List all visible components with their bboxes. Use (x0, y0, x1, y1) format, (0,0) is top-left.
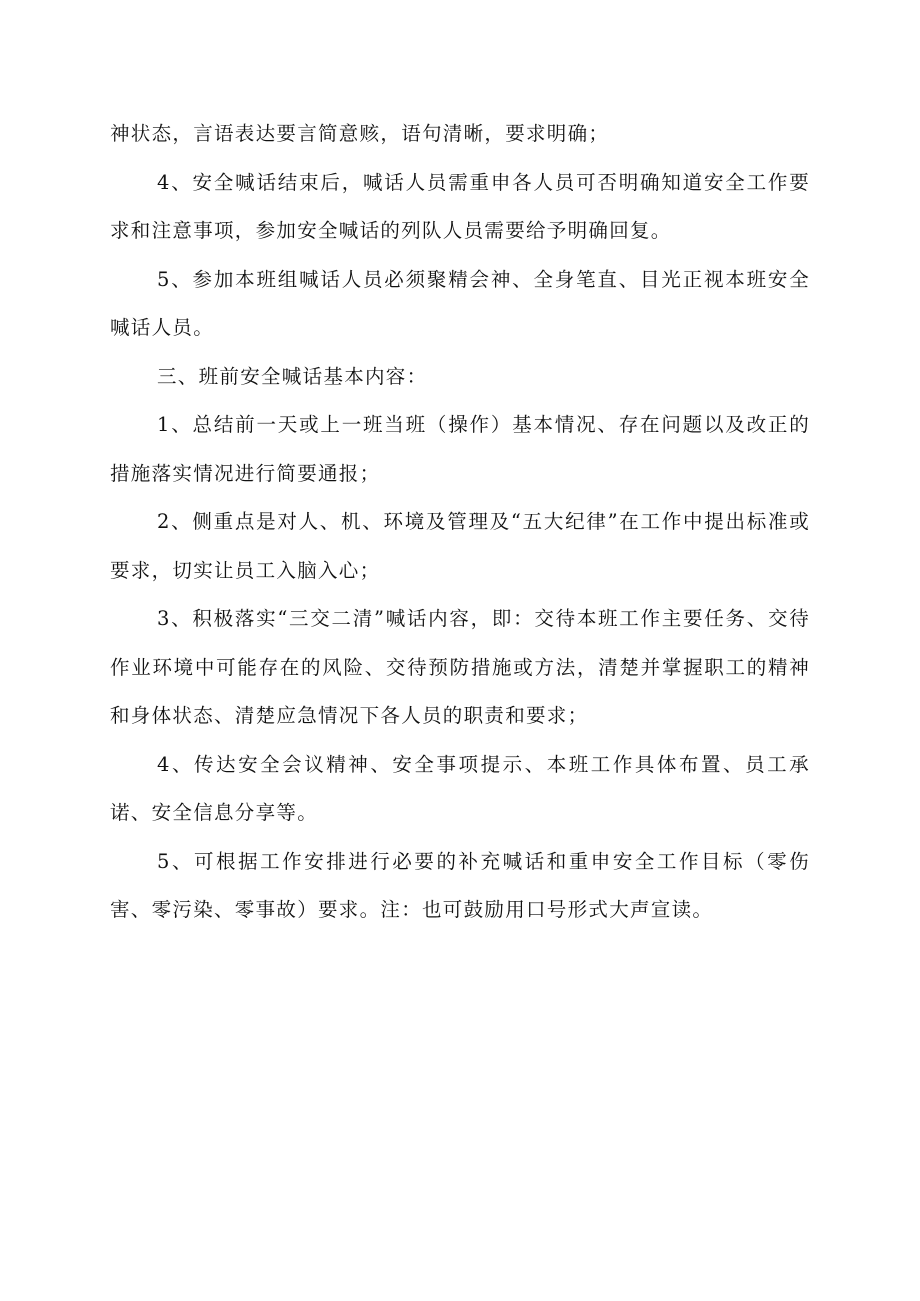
document-body (110, 110, 810, 935)
paragraph-item-4: 4、安全喊话结束后，喊话人员需重申各人员可否明确知道安全工作要求和注意事项，参加安全喊话的列队人员需要给予明确回复。 (110, 170, 810, 242)
section-heading-3: 三、班前安全喊话基本内容： (157, 364, 428, 388)
paragraph-content-4: 4、传达安全会议精神、安全事项提示、本班工作具体布置、员工承诺、安全信息分享等。 (110, 752, 810, 824)
paragraph-content-5: 5、可根据工作安排进行必要的补充喊话和重申安全工作目标（零伤害、零污染、零事故）要求。注：也可鼓励用口号形式大声宣读。 (110, 849, 810, 921)
paragraph-continuation: 神状态，言语表达要言简意赅，语句清晰，要求明确； (110, 122, 610, 145)
paragraph-content-2: 2、侧重点是对人、机、环境及管理及“五大纪律”在工作中提出标准或要求，切实让员工入脑入心； (110, 510, 810, 582)
paragraph-content-3: 3、积极落实“三交二清”喊话内容，即：交待本班工作主要任务、交待作业环境中可能存在的风险、交待预防措施或方法，清楚并掌握职工的精神和身体状态、清楚应急情况下各人员的职责和要求； (110, 607, 810, 727)
paragraph-item-5: 5、参加本班组喊话人员必须聚精会神、全身笔直、目光正视本班安全喊话人员。 (110, 267, 810, 339)
paragraph-content-1: 1、总结前一天或上一班当班（操作）基本情况、存在问题以及改正的措施落实情况进行简要通报； (110, 413, 810, 485)
